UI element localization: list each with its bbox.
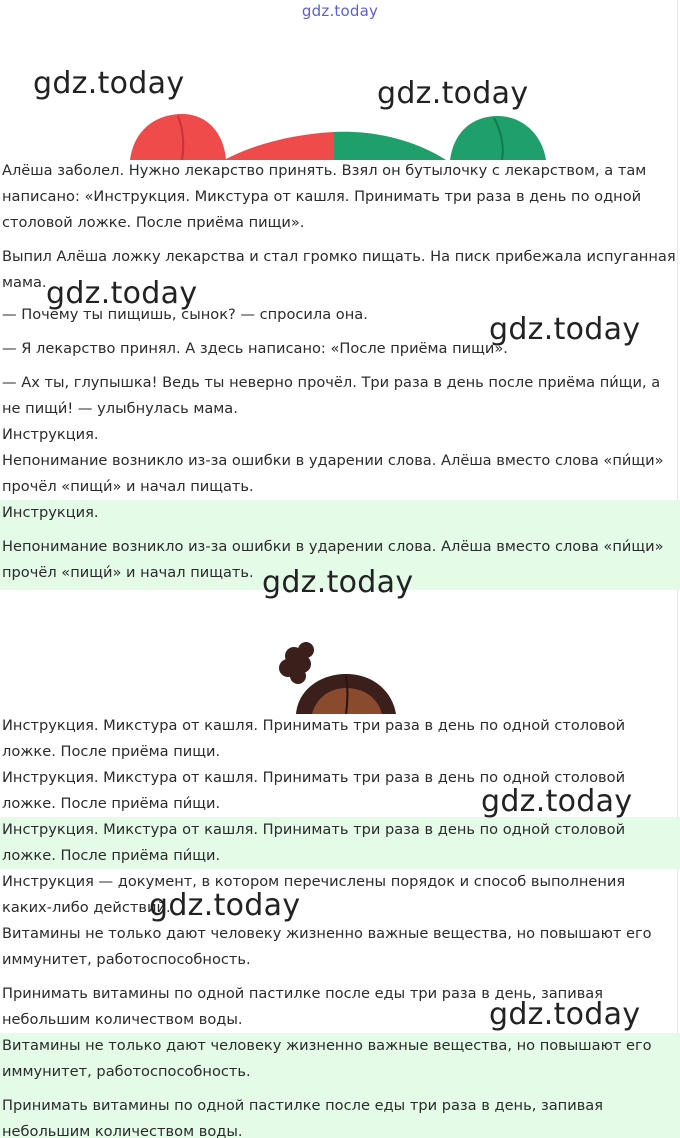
decorative-illustration-girl — [268, 640, 408, 714]
watermark: gdz.today — [149, 888, 301, 923]
answer-text: Непонимание возникло из-за ошибки в ударении слова. Алёша вместо слова «пи́щи» прочёл «пищи́» и начал пищать. — [2, 538, 664, 581]
instructions-section — [0, 713, 680, 1138]
watermark: gdz.today — [489, 997, 641, 1032]
story-dialogue: — Ах ты, глупышка! Ведь ты неверно прочёл. Три раза в день после приёма пи́щи, а не пищи́! — улыбнулась мама. — [2, 374, 661, 417]
answer-title: Инструкция. — [2, 504, 99, 521]
vitamins-paragraph: Витамины не только дают человеку жизненно важные вещества, но повышают его иммунитет, работоспособность. — [2, 925, 652, 968]
highlighted-vitamins — [0, 1033, 680, 1138]
story-dialogue: — Я лекарство принял. А здесь написано: «После приёма пищи». — [2, 340, 508, 357]
highlighted-instruction — [0, 817, 680, 869]
vitamins-paragraph: Принимать витамины по одной пастилке после еды три раза в день, запивая небольшим количеством воды. — [2, 1097, 604, 1138]
answer-text: Непонимание возникло из-за ошибки в ударении слова. Алёша вместо слова «пи́щи» прочёл «пищи́» и начал пищать. — [2, 452, 664, 495]
instruction-line: Инструкция. Микстура от кашля. Принимать три раза в день по одной столовой ложке. После приёма пищи. — [2, 717, 626, 760]
watermark: gdz.today — [489, 312, 641, 347]
girl-head-illustration — [268, 640, 408, 714]
vitamins-paragraph: Принимать витамины по одной пастилке после еды три раза в день, запивая небольшим количеством воды. — [2, 985, 604, 1028]
definition-text: Инструкция — документ, в котором перечислены порядок и способ выполнения каких-либо действий. — [2, 873, 626, 916]
watermark: gdz.today — [33, 66, 185, 101]
instruction-line: Инструкция. Микстура от кашля. Принимать три раза в день по одной столовой ложке. После приёма пи́щи. — [2, 821, 626, 864]
watermark: gdz.today — [46, 276, 198, 311]
story-section — [0, 158, 680, 590]
watermark: gdz.today — [377, 76, 529, 111]
story-dialogue: — Почему ты пищишь, сынок? — спросила она. — [2, 306, 368, 323]
instruction-line: Инструкция. Микстура от кашля. Принимать три раза в день по одной столовой ложке. После приёма пи́щи. — [2, 769, 626, 812]
story-paragraph: Выпил Алёша ложку лекарства и стал громко пищать. На писк прибежала испуганная мама. — [2, 248, 676, 291]
answer-title: Инструкция. — [2, 426, 99, 443]
colored-shapes-illustration — [128, 108, 548, 160]
watermark: gdz.today — [481, 784, 633, 819]
site-header-link[interactable]: gdz.today — [301, 2, 379, 20]
vitamins-paragraph: Витамины не только дают человеку жизненно важные вещества, но повышают его иммунитет, работоспособность. — [2, 1037, 652, 1080]
decorative-illustration-top — [128, 108, 548, 160]
watermark: gdz.today — [262, 565, 414, 600]
story-paragraph: Алёша заболел. Нужно лекарство принять. Взял он бутылочку с лекарством, а там написано: «Инструкция. Микстура от кашля. Принимать три раза в день по одной столовой ложке. После приёма пищи». — [2, 162, 647, 231]
